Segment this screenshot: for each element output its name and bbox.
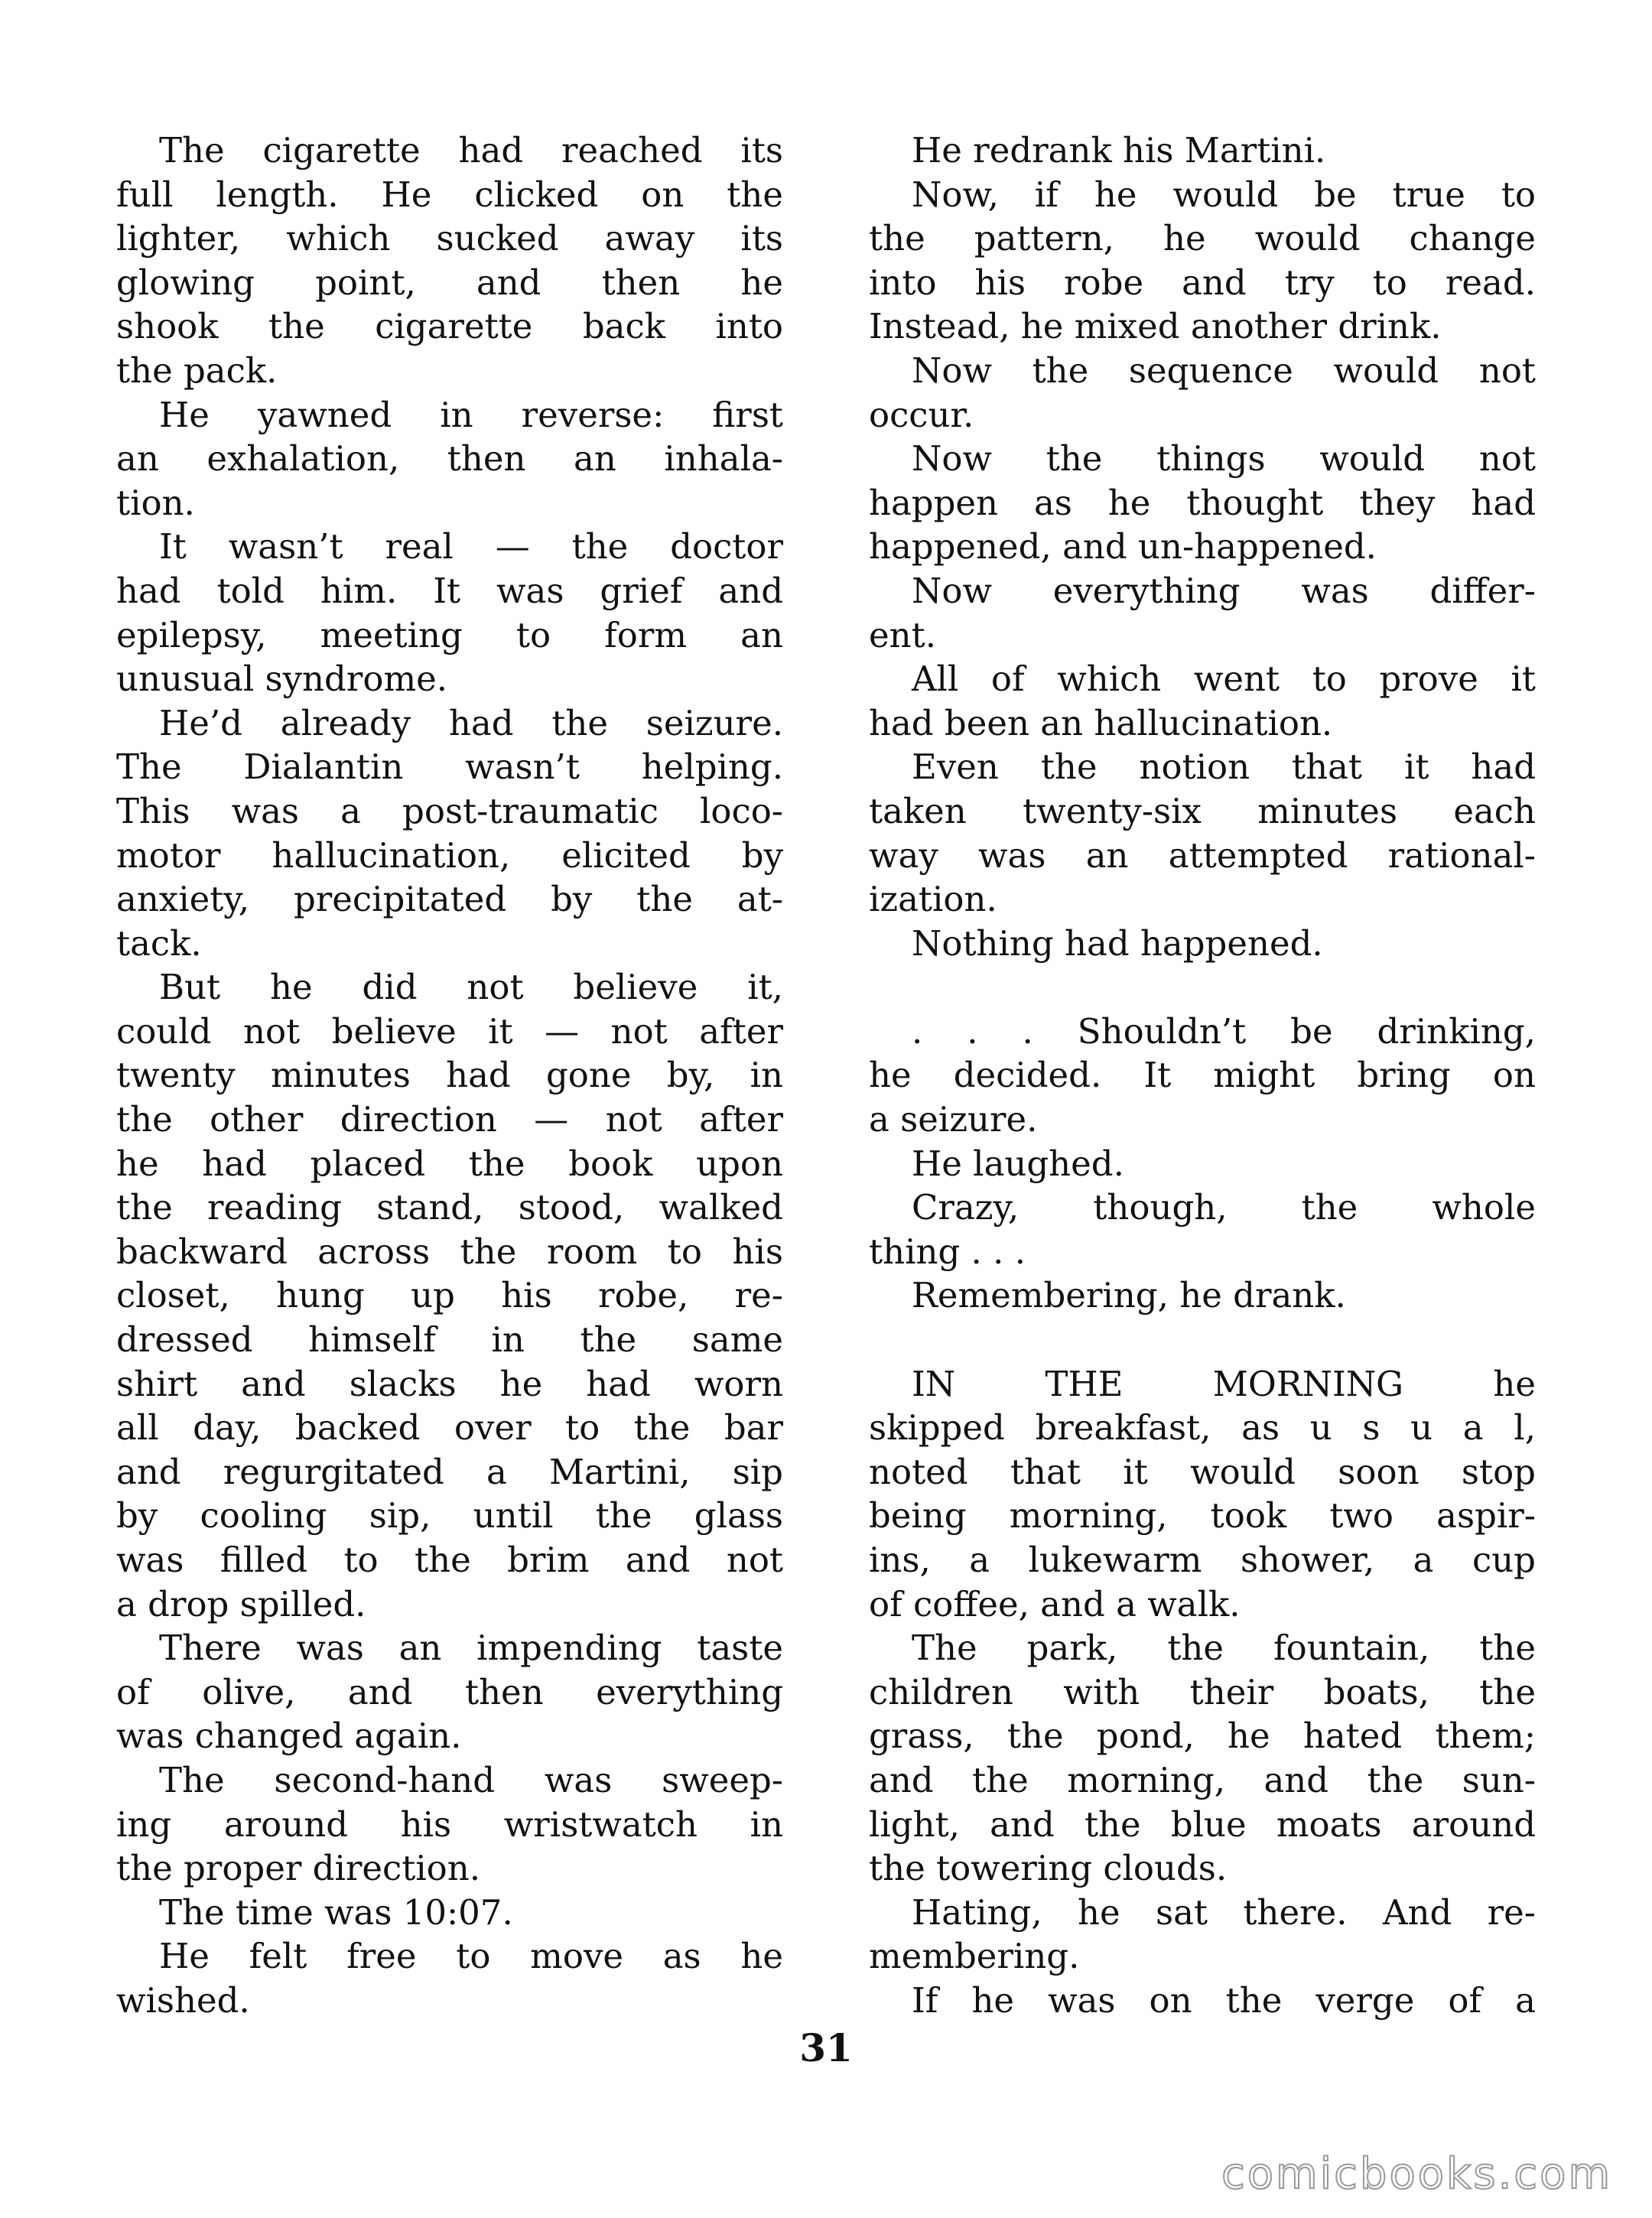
text-line: But he did not believe it, [159, 967, 783, 1008]
text-line: shook the cigarette back into [116, 306, 783, 347]
text-line: He’d already had the seizure. [159, 702, 783, 743]
text-line: the reading stand, stood, walked [116, 1187, 783, 1228]
text-line: the pattern, he would change [869, 218, 1536, 259]
text-line: of olive, and then everything [116, 1671, 783, 1712]
paragraph [869, 1979, 1536, 2023]
section-break [869, 1318, 1536, 1362]
text-line: backward across the room to his [116, 1231, 783, 1272]
text-line: children with their boats, the [869, 1671, 1536, 1712]
text-line: wished. [116, 1979, 250, 2021]
paragraph [116, 128, 783, 393]
text-line: by cooling sip, until the glass [116, 1495, 783, 1537]
paragraph [869, 1185, 1536, 1273]
text-line: could not believe it — not after [116, 1010, 783, 1052]
text-line: he had placed the book upon [116, 1143, 783, 1184]
text-line: He laughed. [912, 1143, 1124, 1184]
text-line: dressed himself in the same [116, 1319, 783, 1361]
paragraph [869, 1362, 1536, 1627]
text-line: The park, the fountain, the [912, 1628, 1536, 1669]
paragraph [869, 1273, 1536, 1318]
paragraph [116, 393, 783, 525]
left-text-column [116, 128, 783, 2023]
text-line: Hating, he sat there. And re- [912, 1891, 1536, 1933]
text-line: full length. He clicked on the [116, 174, 783, 215]
text-line: Nothing had happened. [912, 922, 1323, 964]
paragraph [869, 1142, 1536, 1186]
paragraph [869, 569, 1536, 657]
text-line: anxiety, precipitated by the at- [116, 879, 783, 920]
paragraph [116, 965, 783, 1626]
text-line: membering. [869, 1936, 1080, 1977]
text-line: a drop spilled. [116, 1583, 366, 1624]
text-line: He felt free to move as he [159, 1936, 783, 1977]
paragraph [869, 349, 1536, 437]
text-line: The Dialantin wasn’t helping. [116, 746, 783, 788]
text-line: an exhalation, then an inhala- [116, 438, 783, 480]
text-line: noted that it would soon stop [869, 1451, 1536, 1492]
text-line: ization. [869, 879, 997, 920]
text-line: The second-hand was sweep- [159, 1759, 783, 1800]
paragraph [869, 1010, 1536, 1142]
text-line: unusual syndrome. [116, 659, 448, 700]
text-line: had been an hallucination. [869, 702, 1333, 743]
paragraph [116, 1758, 783, 1891]
text-line: Instead, he mixed another drink. [869, 306, 1442, 347]
text-line: IN THE MORNING he [912, 1363, 1536, 1404]
text-line: happen as he thought they had [869, 482, 1536, 523]
text-line: was filled to the brim and not [116, 1540, 783, 1580]
text-line: the proper direction. [116, 1848, 481, 1889]
text-line: epilepsy, meeting to form an [116, 614, 783, 655]
text-line: a seizure. [869, 1099, 1038, 1140]
text-line: He yawned in reverse: first [159, 394, 783, 435]
text-line: Now, if he would be true to [912, 174, 1536, 215]
text-line: ing around his wristwatch in [116, 1803, 783, 1845]
text-line: Now everything was differ- [912, 570, 1536, 611]
text-line: the towering clouds. [869, 1848, 1228, 1889]
text-line: ent. [869, 614, 937, 655]
text-line: ins, a lukewarm shower, a cup [869, 1540, 1536, 1580]
text-line: If he was on the verge of a [912, 1979, 1536, 2021]
page-number: 31 [799, 2025, 853, 2070]
text-line: There was an impending taste [159, 1628, 783, 1669]
text-line: motor hallucination, elicited by [116, 834, 783, 876]
text-line: he decided. It might bring on [869, 1055, 1536, 1096]
paragraph [116, 525, 783, 701]
right-text-column [869, 128, 1536, 2023]
text-line: Now the things would not [912, 438, 1536, 480]
section-break [869, 965, 1536, 1010]
text-line: tack. [116, 922, 202, 964]
text-line: being morning, took two aspir- [869, 1495, 1536, 1537]
text-line: glowing point, and then he [116, 262, 783, 303]
paragraph [869, 173, 1536, 349]
text-line: into his robe and try to read. [869, 262, 1536, 303]
text-line: all day, backed over to the bar [116, 1407, 783, 1449]
text-line: Remembering, he drank. [912, 1275, 1346, 1316]
text-line: tion. [116, 482, 195, 523]
text-line: The time was 10:07. [159, 1891, 513, 1933]
text-line: closet, hung up his robe, re- [116, 1275, 783, 1316]
text-line: and regurgitated a Martini, sip [116, 1451, 783, 1492]
text-line: Even the notion that it had [912, 746, 1536, 788]
text-line: had told him. It was grief and [116, 570, 783, 611]
text-line: thing . . . [869, 1231, 1026, 1272]
paragraph [116, 1934, 783, 2022]
text-line: of coffee, and a walk. [869, 1583, 1241, 1624]
paragraph [869, 437, 1536, 569]
paragraph [869, 922, 1536, 966]
text-line: taken twenty-six minutes each [869, 790, 1536, 831]
text-line: He redrank his Martini. [912, 130, 1326, 171]
paragraph [869, 657, 1536, 745]
text-line: The cigarette had reached its [159, 130, 783, 171]
paragraph [116, 701, 783, 966]
text-line: All of which went to prove it [912, 659, 1536, 700]
text-line: and the morning, and the sun- [869, 1759, 1536, 1800]
text-line: Now the sequence would not [912, 350, 1536, 391]
paragraph [116, 1891, 783, 1935]
text-line: occur. [869, 394, 974, 435]
text-line: shirt and slacks he had worn [116, 1363, 783, 1404]
text-line: grass, the pond, he hated them; [869, 1716, 1536, 1757]
text-line: way was an attempted rational- [869, 834, 1536, 876]
text-line: lighter, which sucked away its [116, 218, 783, 259]
text-line: It wasn’t real — the doctor [159, 526, 783, 568]
text-line: Crazy, though, the whole [912, 1187, 1536, 1228]
watermark-logo: comicbooks.com [1221, 2149, 1612, 2199]
paragraph [869, 1891, 1536, 1979]
text-line: was changed again. [116, 1716, 462, 1757]
text-line: the pack. [116, 350, 278, 391]
text-line: skipped breakfast, as u s u a l, [869, 1407, 1536, 1449]
paragraph [869, 1626, 1536, 1891]
text-line: the other direction — not after [116, 1099, 783, 1140]
paragraph [116, 1626, 783, 1758]
paragraph [869, 128, 1536, 173]
text-line: twenty minutes had gone by, in [116, 1055, 783, 1096]
paragraph [869, 745, 1536, 921]
text-line: This was a post-traumatic loco- [116, 790, 783, 831]
text-line: . . . Shouldn’t be drinking, [912, 1010, 1536, 1052]
text-line: happened, and un-happened. [869, 526, 1377, 568]
text-line: light, and the blue moats around [869, 1803, 1536, 1845]
